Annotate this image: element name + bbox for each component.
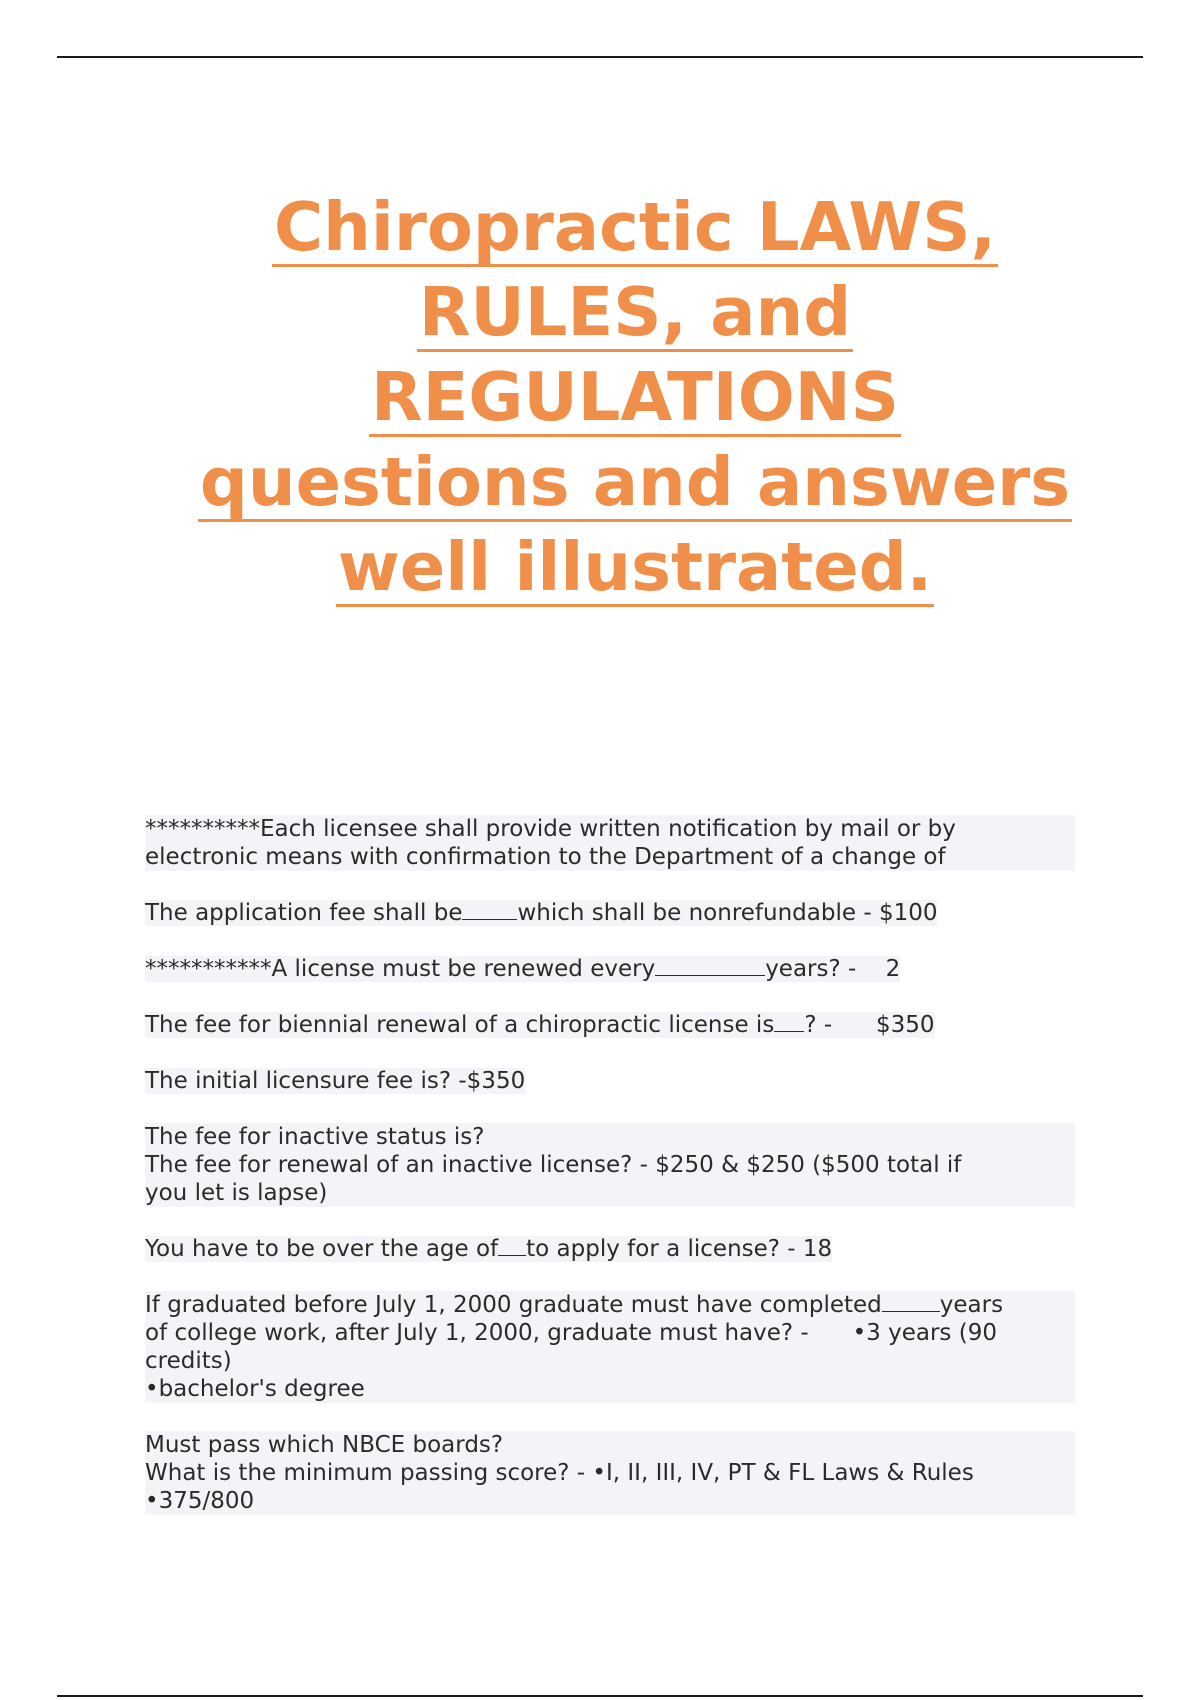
title-line: well illustrated. (337, 528, 933, 606)
qa-text: electronic means with confirmation to the Department of a change of (145, 843, 1075, 871)
question-text: If graduated before July 1, 2000 graduate must have completed (145, 1292, 882, 1318)
answer-text: •375/800 (145, 1487, 1075, 1515)
title-line: REGULATIONS (370, 358, 900, 436)
fill-blank (655, 955, 765, 976)
fill-blank (882, 1291, 940, 1312)
question-text: You have to be over the age of (145, 1236, 499, 1262)
question-text: ? - (780, 1320, 817, 1346)
title-line: questions and answers (199, 443, 1071, 521)
qa-item (145, 1291, 1075, 1403)
question-text: to apply for a license? - 18 (526, 1236, 833, 1262)
qa-text: The initial licensure fee is? -$350 (145, 1068, 526, 1094)
question-text: ? - (804, 1012, 840, 1038)
qa-list (145, 815, 1075, 1543)
qa-item (145, 1011, 1075, 1039)
qa-item (145, 899, 1075, 927)
qa-text: you let is lapse) (145, 1179, 1075, 1207)
answer-text: •3 years (90 (852, 1320, 997, 1346)
qa-item (145, 1123, 1075, 1207)
answer-text: $350 (876, 1012, 935, 1038)
qa-text (145, 1319, 1075, 1347)
bottom-rule (57, 1695, 1143, 1697)
title-line: RULES, and (418, 273, 852, 351)
fill-blank (462, 899, 517, 920)
qa-item (145, 1235, 1075, 1263)
qa-item (145, 955, 1075, 983)
qa-text: Must pass which NBCE boards? (145, 1431, 1075, 1459)
qa-text: What is the minimum passing score? - •I, II, III, IV, PT & FL Laws & Rules (145, 1459, 1075, 1487)
question-text: years? - (765, 956, 864, 982)
qa-item (145, 1067, 1075, 1095)
qa-item (145, 1431, 1075, 1515)
answer-text: $100 (878, 900, 938, 926)
qa-text (145, 956, 900, 982)
question-text: The fee for biennial renewal of a chiropractic license is (145, 1012, 775, 1038)
qa-text: **********Each licensee shall provide written notification by mail or by (145, 815, 1075, 843)
question-text: which shall be nonrefundable - (517, 900, 879, 926)
qa-text: The fee for inactive status is? (145, 1123, 1075, 1151)
answer-text: •bachelor's degree (145, 1375, 1075, 1403)
answer-text: credits) (145, 1347, 1075, 1375)
title-line: Chiropractic LAWS, (273, 188, 997, 266)
document-title (120, 185, 1150, 610)
question-text: ***********A license must be renewed every (145, 956, 656, 982)
fill-blank (774, 1011, 804, 1032)
question-text: years (939, 1292, 1004, 1318)
qa-text (145, 1236, 832, 1262)
qa-text (145, 1291, 1075, 1319)
question-text: The application fee shall be (145, 900, 463, 926)
qa-text (145, 1012, 935, 1038)
question-text: of college work, after July 1, 2000, graduate must have (145, 1320, 781, 1346)
qa-text (145, 900, 937, 926)
qa-text: The fee for renewal of an inactive license? - $250 & $250 ($500 total if (145, 1151, 1075, 1179)
answer-text: 2 (885, 956, 901, 982)
fill-blank (498, 1235, 526, 1256)
qa-item (145, 815, 1075, 871)
top-rule (57, 56, 1143, 58)
